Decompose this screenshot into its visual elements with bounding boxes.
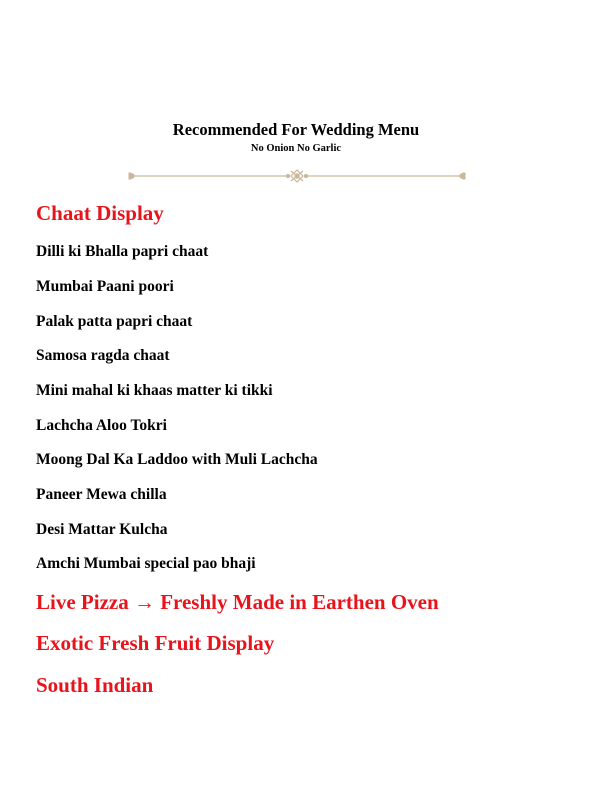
ornament-divider bbox=[128, 169, 466, 183]
menu-item: Lachcha Aloo Tokri bbox=[36, 417, 167, 434]
section-heading-fruit-display: Exotic Fresh Fruit Display bbox=[36, 631, 275, 655]
ornament-icon bbox=[291, 170, 303, 182]
menu-item: Desi Mattar Kulcha bbox=[36, 521, 168, 538]
menu-item: Samosa ragda chaat bbox=[36, 347, 170, 364]
section-heading-live-pizza: Live Pizza → Freshly Made in Earthen Oven bbox=[36, 590, 439, 614]
section-heading-south-indian: South Indian bbox=[36, 673, 154, 697]
menu-item: Paneer Mewa chilla bbox=[36, 486, 167, 503]
menu-subtitle: No Onion No Garlic bbox=[250, 143, 342, 154]
section-heading-chaat-display: Chaat Display bbox=[36, 201, 164, 225]
menu-item: Mini mahal ki khaas matter ki tikki bbox=[36, 382, 273, 399]
menu-item: Mumbai Paani poori bbox=[36, 278, 174, 295]
menu-item: Amchi Mumbai special pao bhaji bbox=[36, 555, 256, 572]
menu-title: Recommended For Wedding Menu bbox=[172, 120, 420, 139]
menu-item: Palak patta papri chaat bbox=[36, 313, 193, 330]
menu-item: Dilli ki Bhalla papri chaat bbox=[36, 243, 209, 260]
menu-item: Moong Dal Ka Laddoo with Muli Lachcha bbox=[36, 451, 318, 468]
